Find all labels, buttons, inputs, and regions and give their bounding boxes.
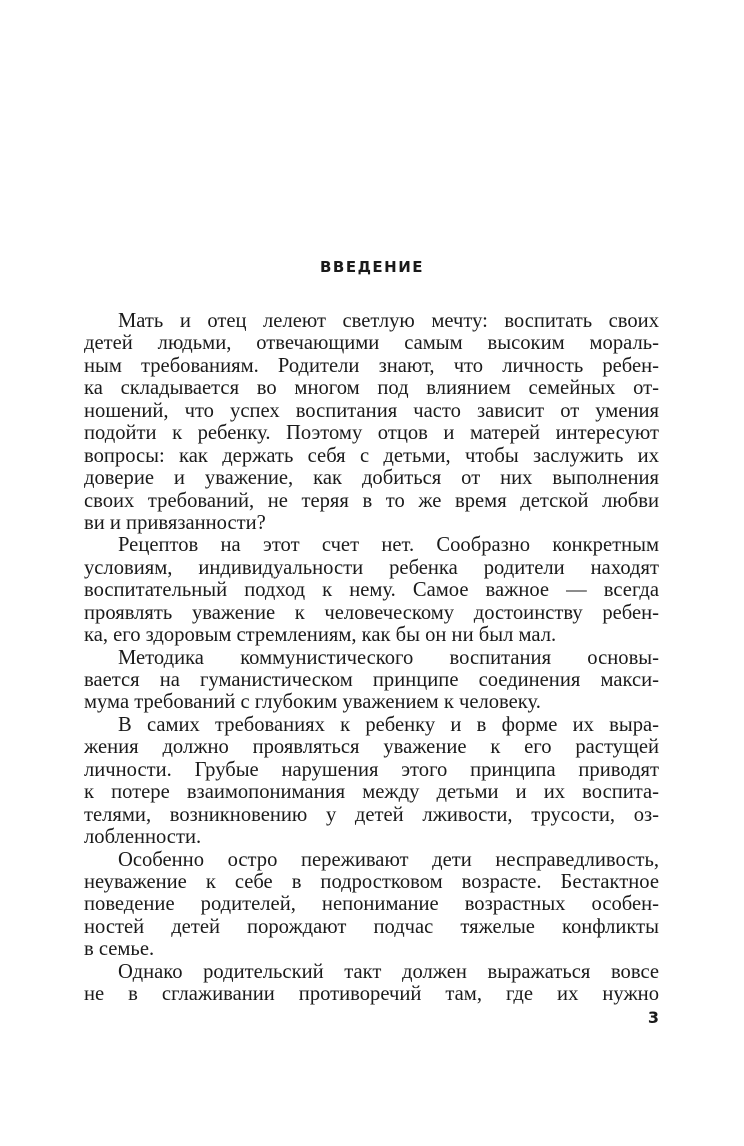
text-line: ношений, что успех воспитания часто зависит от умения (84, 399, 659, 422)
text-line: воспитательный подход к нему. Самое важное — всегда (84, 579, 659, 602)
body-text (84, 310, 659, 1006)
text-line: в семье. (84, 938, 155, 961)
text-line: лобленности. (84, 826, 202, 849)
text-line: ка, его здоровым стремлениям, как бы он ни был мал. (84, 624, 557, 647)
chapter-heading: ВВЕДЕНИЕ (319, 258, 425, 276)
text-line: телями, возникновению у детей лживости, трусости, оз- (84, 803, 659, 826)
text-line: В самих требованиях к ребенку и в форме их выра- (118, 713, 659, 736)
text-line: доверие и уважение, как добиться от них выполнения (84, 467, 659, 490)
text-line: Особенно остро переживают дети несправедливость, (118, 848, 659, 871)
text-line: детей людьми, отвечающими самым высоким мораль- (84, 332, 659, 355)
text-line: Однако родительский такт должен выражаться вовсе (118, 960, 659, 983)
text-line: к потере взаимопонимания между детьми и их воспита- (84, 781, 659, 804)
text-line: проявлять уважение к человеческому достоинству ребен- (84, 601, 659, 624)
text-line: жения должно проявляться уважение к его растущей (84, 736, 659, 759)
text-line: Методика коммунистического воспитания основы- (118, 646, 659, 669)
text-line: вопросы: как держать себя с детьми, чтобы заслужить их (84, 444, 659, 467)
text-line: мума требований с глубоким уважением к человеку. (84, 691, 541, 714)
text-line: условиям, индивидуальности ребенка родители находят (84, 556, 659, 579)
text-line: Рецептов на этот счет нет. Сообразно конкретным (118, 534, 659, 557)
text-line: подойти к ребенку. Поэтому отцов и матерей интересуют (84, 422, 659, 445)
page-number: 3 (647, 1008, 659, 1027)
text-line: не в сглаживании противоречий там, где их нужно (84, 983, 659, 1006)
text-line: неуважение к себе в подростковом возрасте. Бестактное (84, 870, 659, 893)
text-line: личности. Грубые нарушения этого принципа приводят (84, 758, 659, 781)
text-line: ви и привязанности? (84, 511, 266, 534)
text-line: ным требованиям. Родители знают, что личность ребен- (84, 354, 659, 377)
text-line: Мать и отец лелеют светлую мечту: воспитать своих (118, 310, 659, 332)
text-line: вается на гуманистическом принципе соединения макси- (84, 669, 659, 691)
text-line: своих требований, не теряя в то же время детской любви (84, 489, 659, 512)
text-line: поведение родителей, непонимание возрастных особен- (84, 893, 659, 916)
text-line: ностей детей порождают подчас тяжелые конфликты (84, 915, 659, 938)
text-line: ка складывается во многом под влиянием семейных от- (84, 377, 659, 400)
